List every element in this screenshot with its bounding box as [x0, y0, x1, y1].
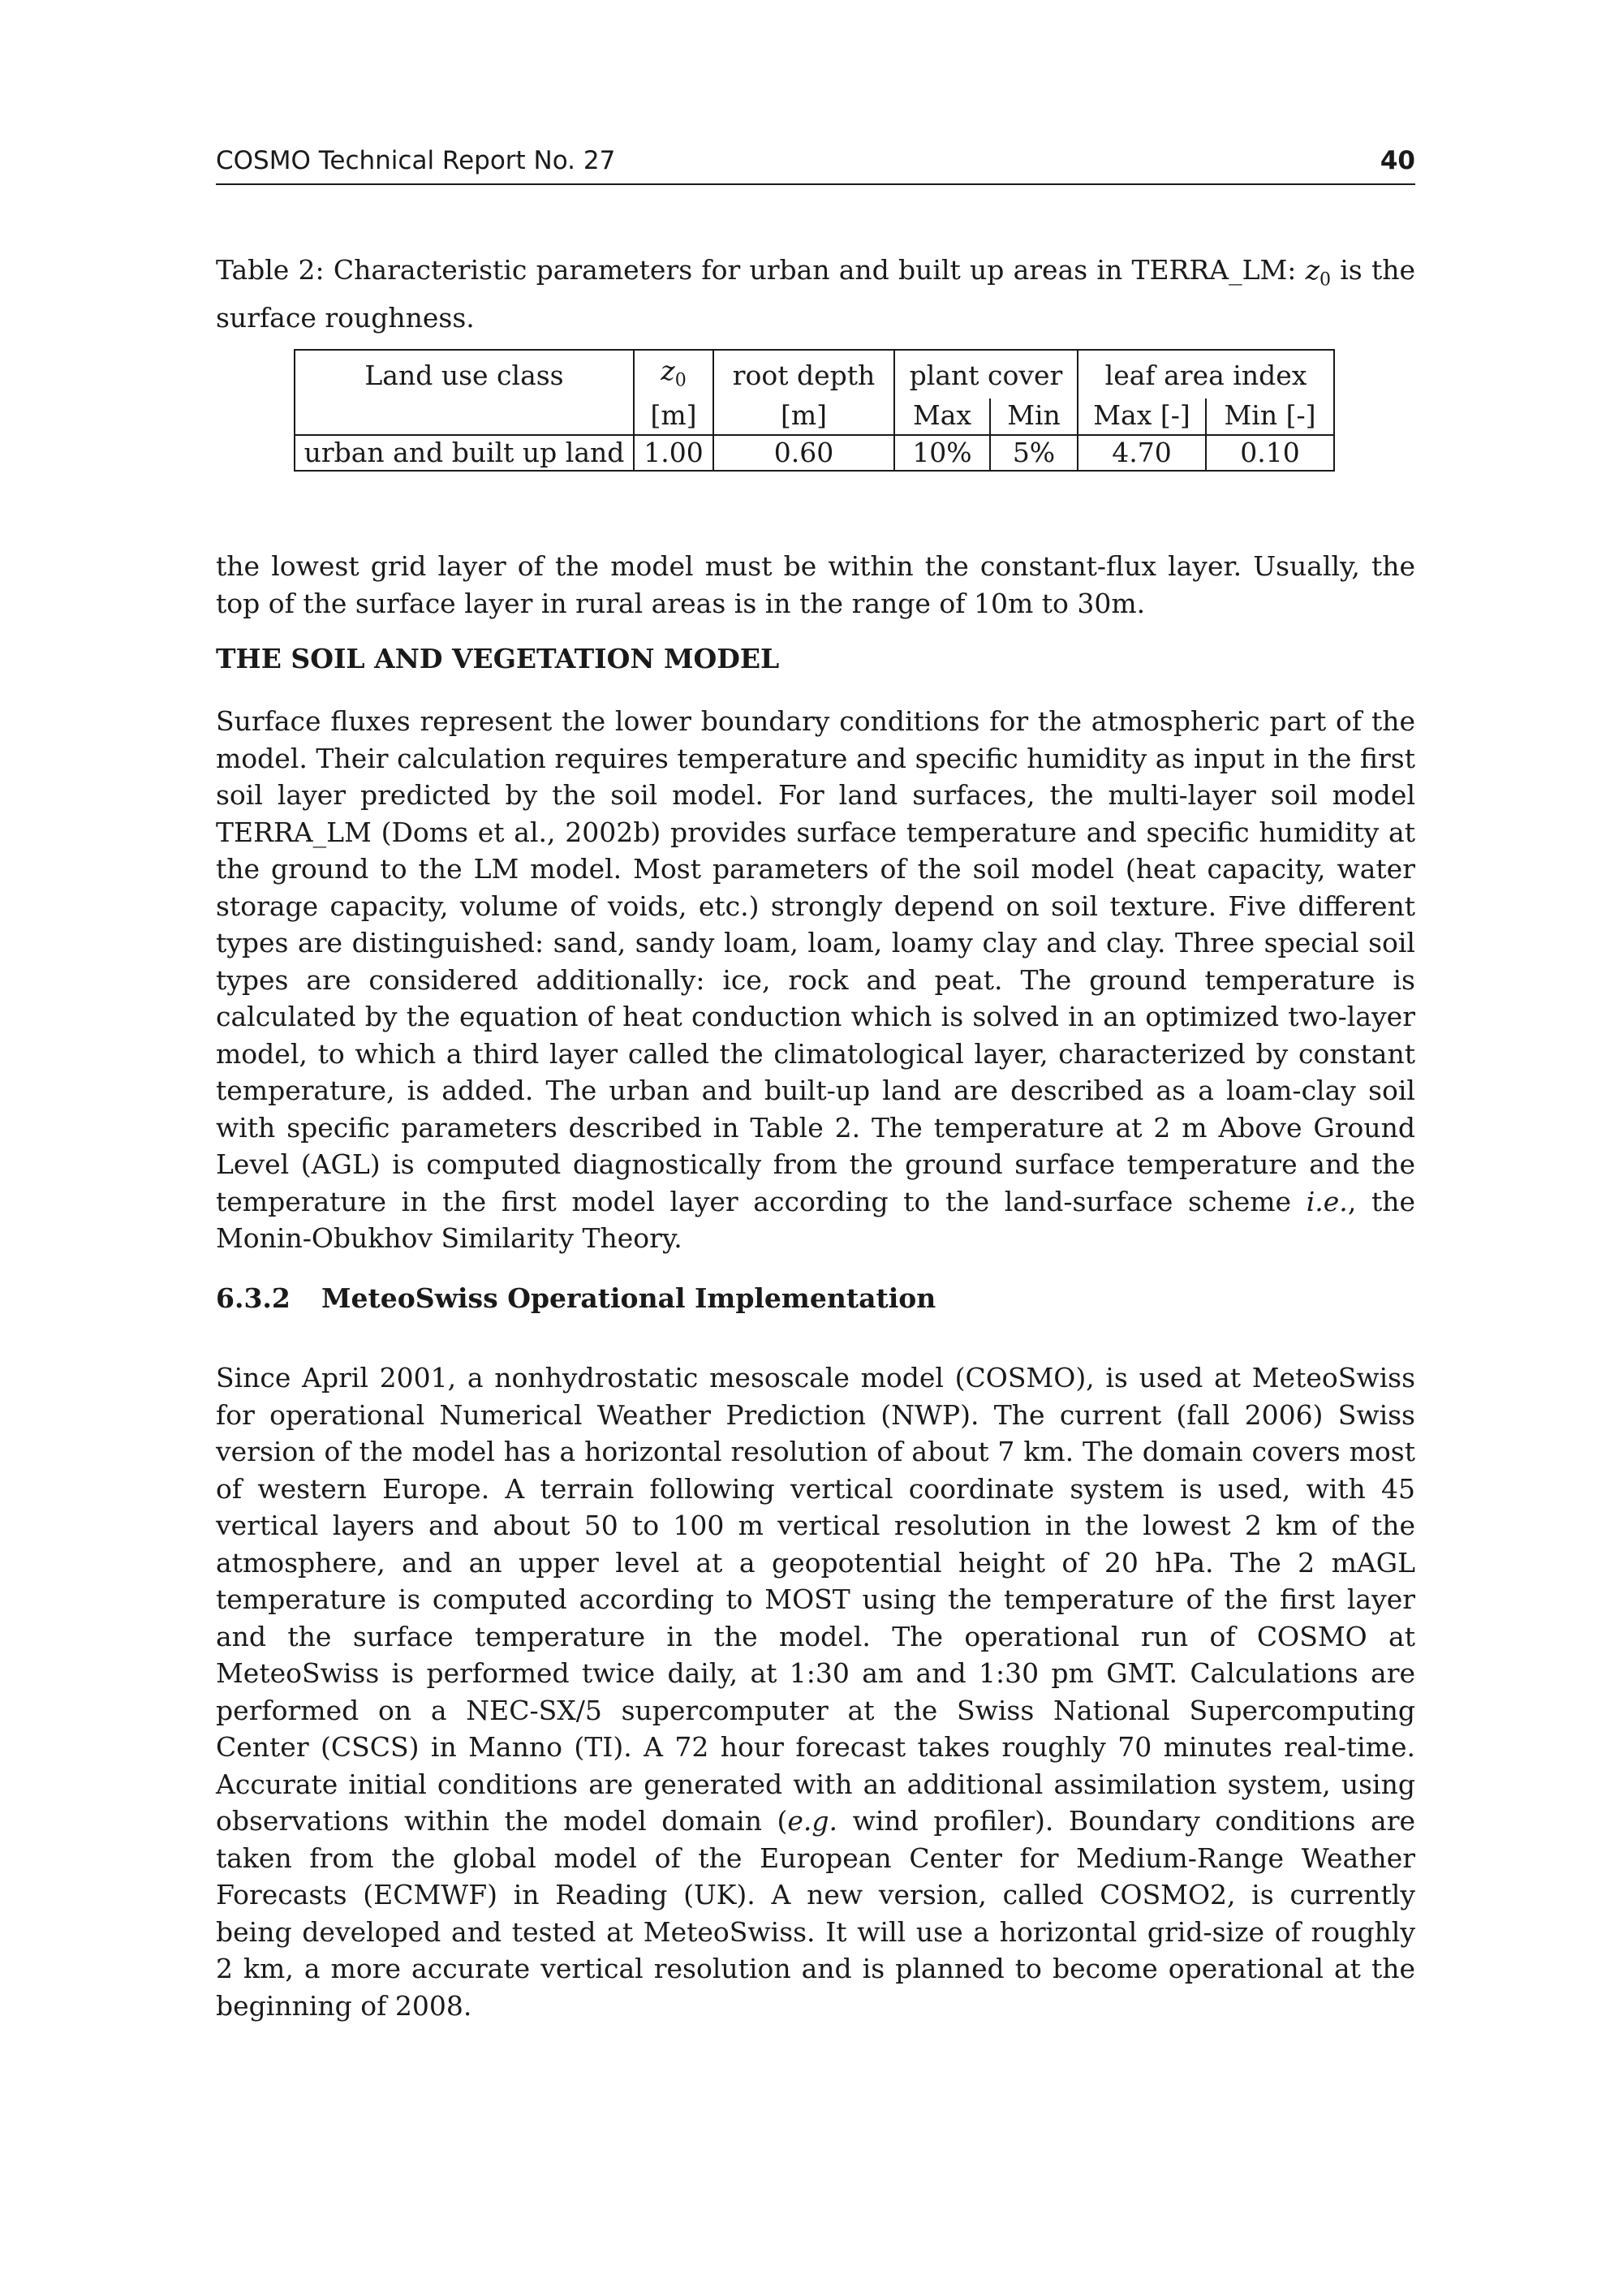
cell-leaf-max: 4.70: [1078, 435, 1206, 471]
caption-symbol: z: [1305, 254, 1320, 286]
subsection-title: MeteoSwiss Operational Implementation: [321, 1282, 936, 1314]
paragraph-meteoswiss: [216, 1359, 1415, 2024]
header-z0-symbol: z: [661, 355, 675, 386]
cell-leaf-min: 0.10: [1206, 435, 1334, 471]
header-z0-unit: [m]: [634, 398, 713, 435]
header-plant-max: Max: [894, 398, 990, 435]
caption-text-after: is the surface roughness.: [216, 254, 1415, 334]
header-plant-min: Min: [990, 398, 1078, 435]
paragraph-soil-model: [216, 703, 1415, 1257]
soil-ie: i.e.: [1306, 1185, 1348, 1217]
soil-text-end: , the Monin-Obukhov Similarity Theory.: [216, 1185, 1415, 1254]
report-title: COSMO Technical Report No. 27: [216, 146, 616, 175]
cell-root-depth: 0.60: [713, 435, 894, 471]
subsection-number: 6.3.2: [216, 1282, 291, 1314]
parameters-table: [294, 349, 1335, 472]
section-heading: THE SOIL AND VEGETATION MODEL: [216, 643, 780, 674]
header-plant-cover: plant cover: [894, 350, 1078, 398]
table-subheader-row: [295, 398, 1334, 435]
paragraph-constant-flux: the lowest grid layer of the model must be within the constant-flux layer. Usually, the top of the surface layer in rural areas is in the range of 10m to 30m.: [216, 550, 1415, 619]
cell-plant-max: 10%: [894, 435, 990, 471]
header-blank: [295, 398, 634, 435]
cell-plant-min: 5%: [990, 435, 1078, 471]
table-caption: [216, 252, 1415, 337]
soil-text: Surface fluxes represent the lower boundary conditions for the atmospheric part of the model. Their calculation requires temperature and specific humidity as input in the first soil layer predicted by the soil model. For land surfaces, the multi-layer soil model TERRA_LM (Doms et al., 2002b) provides surface temperature and specific humidity at the ground to the LM model. Most parameters of the soil model (heat capacity, water storage capacity, volume of voids, etc.) strongly depend on soil texture. Five different types are distinguished: sand, sandy loam, loam, loamy clay and clay. Three special soil types are considered additionally: ice, rock and peat. The ground temperature is calculated by the equation of heat conduction which is solved in an optimized two-layer model, to which a third layer called the climatological layer, characterized by constant temperature, is added. The urban and built-up land are described as a loam-clay soil with specific parameters described in Table 2. The temperature at 2 m Above Ground Level (AGL) is computed diagnostically from the ground surface temperature and the temperature in the first model layer according to the land-surface scheme: [216, 705, 1415, 1217]
header-leaf-area: leaf area index: [1078, 350, 1334, 398]
meteoswiss-text-end: wind profiler). Boundary conditions are taken from the global model of the European Center for Medium-Range Weather Forecasts (ECMWF) in Reading (UK). A new version, called COSMO2, is currently being developed and tested at MeteoSwiss. It will use a horizontal grid-size of roughly 2 km, a more accurate vertical resolution and is planned to become operational at the beginning of 2008.: [216, 1805, 1415, 2022]
page-header: [216, 146, 1415, 185]
header-z0: [634, 350, 713, 398]
table-header-row: [295, 350, 1334, 398]
caption-text-before: Table 2: Characteristic parameters for urban and built up areas in TERRA_LM:: [216, 254, 1306, 286]
header-root-depth-unit: [m]: [713, 398, 894, 435]
caption-symbol-sub: 0: [1319, 269, 1332, 291]
meteoswiss-eg: e.g.: [787, 1805, 838, 1837]
table-row: [295, 435, 1334, 471]
subsection-heading: [216, 1282, 936, 1314]
cell-z0: 1.00: [634, 435, 713, 471]
header-leaf-max: Max [-]: [1078, 398, 1206, 435]
header-z0-sub: 0: [674, 370, 687, 391]
header-root-depth: root depth: [713, 350, 894, 398]
page-number: 40: [1380, 146, 1415, 175]
header-leaf-min: Min [-]: [1206, 398, 1334, 435]
cell-class: urban and built up land: [295, 435, 634, 471]
meteoswiss-text: Since April 2001, a nonhydrostatic mesoscale model (COSMO), is used at MeteoSwiss for operational Numerical Weather Prediction (NWP). The current (fall 2006) Swiss version of the model has a horizontal resolution of about 7 km. The domain covers most of western Europe. A terrain following vertical coordinate system is used, with 45 vertical layers and about 50 to 100 m vertical resolution in the lowest 2 km of the atmosphere, and an upper level at a geopotential height of 20 hPa. The 2 mAGL temperature is computed according to MOST using the temperature of the first layer and the surface temperature in the model. The operational run of COSMO at MeteoSwiss is performed twice daily, at 1:30 am and 1:30 pm GMT. Calculations are performed on a NEC-SX/5 supercomputer at the Swiss National Supercomputing Center (CSCS) in Manno (TI). A 72 hour forecast takes roughly 70 minutes real-time. Accurate initial conditions are generated with an additional assimilation system, using observations within the model domain (: [216, 1362, 1415, 1837]
header-land-use: Land use class: [295, 350, 634, 398]
